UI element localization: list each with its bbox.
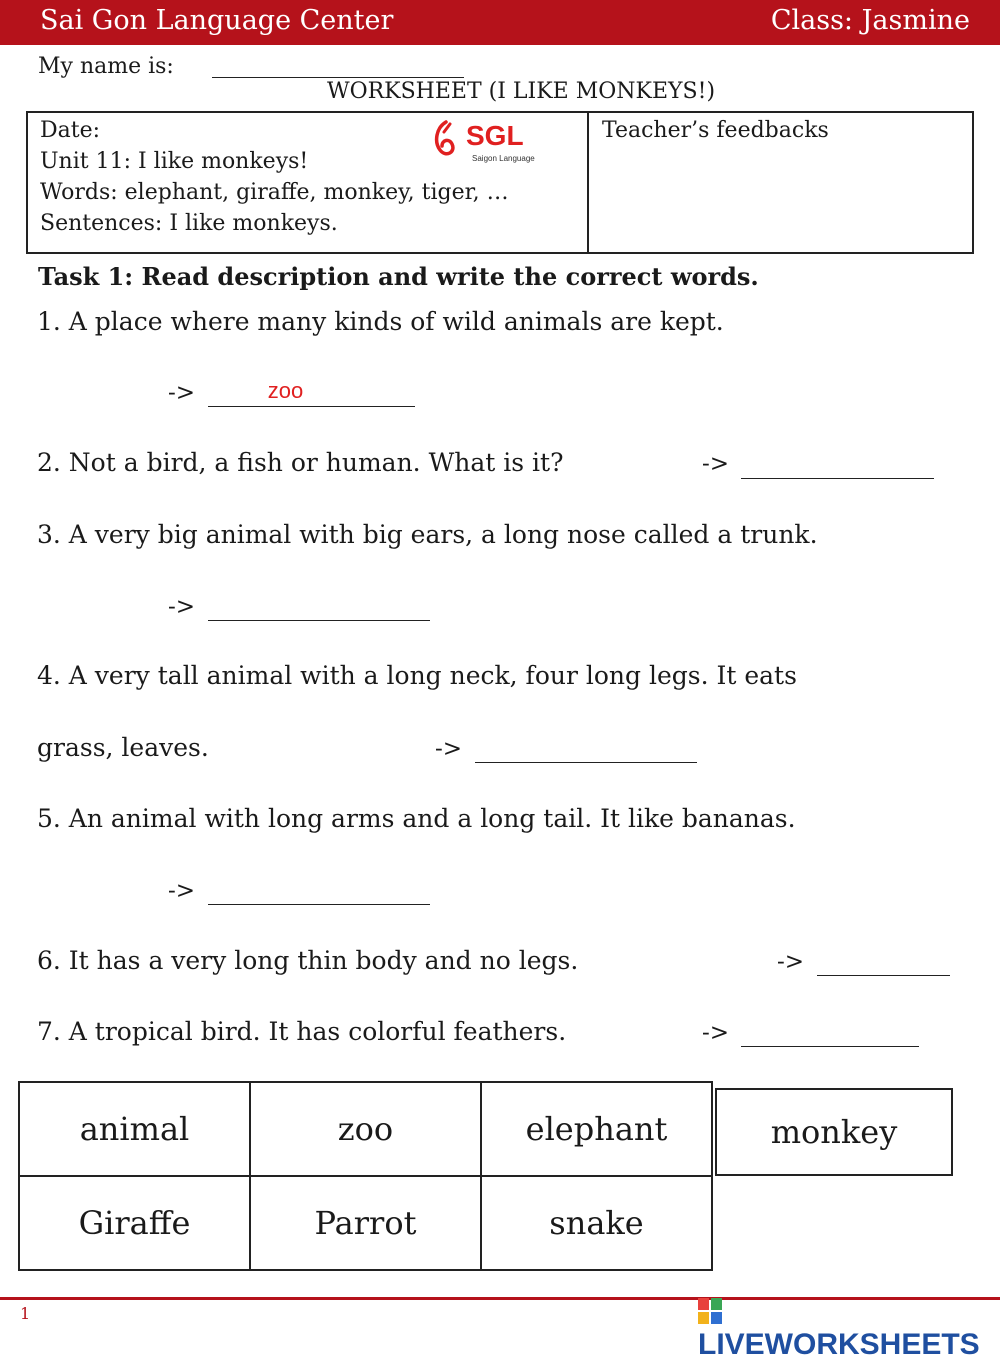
answer-line-3[interactable]	[208, 620, 430, 621]
answer-line-4[interactable]	[475, 762, 697, 763]
word-bank-cell[interactable]: elephant	[481, 1082, 712, 1176]
class-name: Class: Jasmine	[770, 5, 970, 36]
liveworksheets-logo[interactable]	[698, 1294, 1000, 1362]
worksheet-title: WORKSHEET (I LIKE MONKEYS!)	[326, 79, 716, 104]
page-number: 1	[20, 1304, 31, 1323]
word-bank-table	[18, 1081, 713, 1271]
question-4-continued: grass, leaves.	[37, 733, 209, 762]
question-1: 1. A place where many kinds of wild animals are kept.	[37, 307, 724, 336]
question-3: 3. A very big animal with big ears, a long nose called a trunk.	[37, 520, 818, 549]
unit-label: Unit 11: I like monkeys!	[40, 149, 309, 174]
logo-subtext: Saigon Language	[472, 154, 535, 163]
answer-line-2[interactable]	[741, 478, 934, 479]
word-bank-cell[interactable]: animal	[19, 1082, 250, 1176]
question-2: 2. Not a bird, a fish or human. What is it?	[37, 448, 564, 477]
word-bank-cell[interactable]: Giraffe	[19, 1176, 250, 1270]
answer-line-7[interactable]	[741, 1046, 919, 1047]
question-7: 7. A tropical bird. It has colorful feathers.	[37, 1017, 567, 1046]
word-bank-cell[interactable]: zoo	[250, 1082, 481, 1176]
liveworksheets-text: LIVEWORKSHEETS	[698, 1328, 980, 1361]
arrow-4: ->	[435, 736, 463, 762]
word-bank-extra[interactable]: monkey	[715, 1088, 953, 1176]
question-6: 6. It has a very long thin body and no legs.	[37, 946, 579, 975]
arrow-2: ->	[702, 451, 730, 477]
name-input-line[interactable]	[212, 77, 464, 78]
question-4: 4. A very tall animal with a long neck, four long legs. It eats	[37, 661, 797, 690]
question-5: 5. An animal with long arms and a long tail. It like bananas.	[37, 804, 796, 833]
arrow-7: ->	[702, 1020, 730, 1046]
sgl-logo	[432, 118, 535, 170]
arrow-1: ->	[168, 380, 196, 406]
name-label: My name is:	[38, 54, 174, 79]
answer-line-6[interactable]	[817, 975, 950, 976]
answer-1[interactable]: zoo	[267, 378, 304, 403]
info-divider	[587, 111, 589, 254]
teacher-feedback-label: Teacher’s feedbacks	[602, 118, 829, 143]
word-bank-cell[interactable]: Parrot	[250, 1176, 481, 1270]
arrow-6: ->	[777, 949, 805, 975]
date-label: Date:	[40, 118, 101, 143]
words-label: Words: elephant, giraffe, monkey, tiger, …	[40, 180, 509, 205]
logo-text: SGL	[466, 120, 524, 151]
header-bar	[0, 0, 1000, 45]
task-title: Task 1: Read description and write the correct words.	[38, 262, 759, 291]
liveworksheets-icon	[698, 1298, 722, 1324]
arrow-5: ->	[168, 878, 196, 904]
answer-line-5[interactable]	[208, 904, 430, 905]
arrow-3: ->	[168, 594, 196, 620]
word-bank-cell[interactable]: snake	[481, 1176, 712, 1270]
answer-line-1[interactable]	[208, 406, 415, 407]
sentences-label: Sentences: I like monkeys.	[40, 211, 338, 236]
center-name: Sai Gon Language Center	[40, 5, 394, 36]
